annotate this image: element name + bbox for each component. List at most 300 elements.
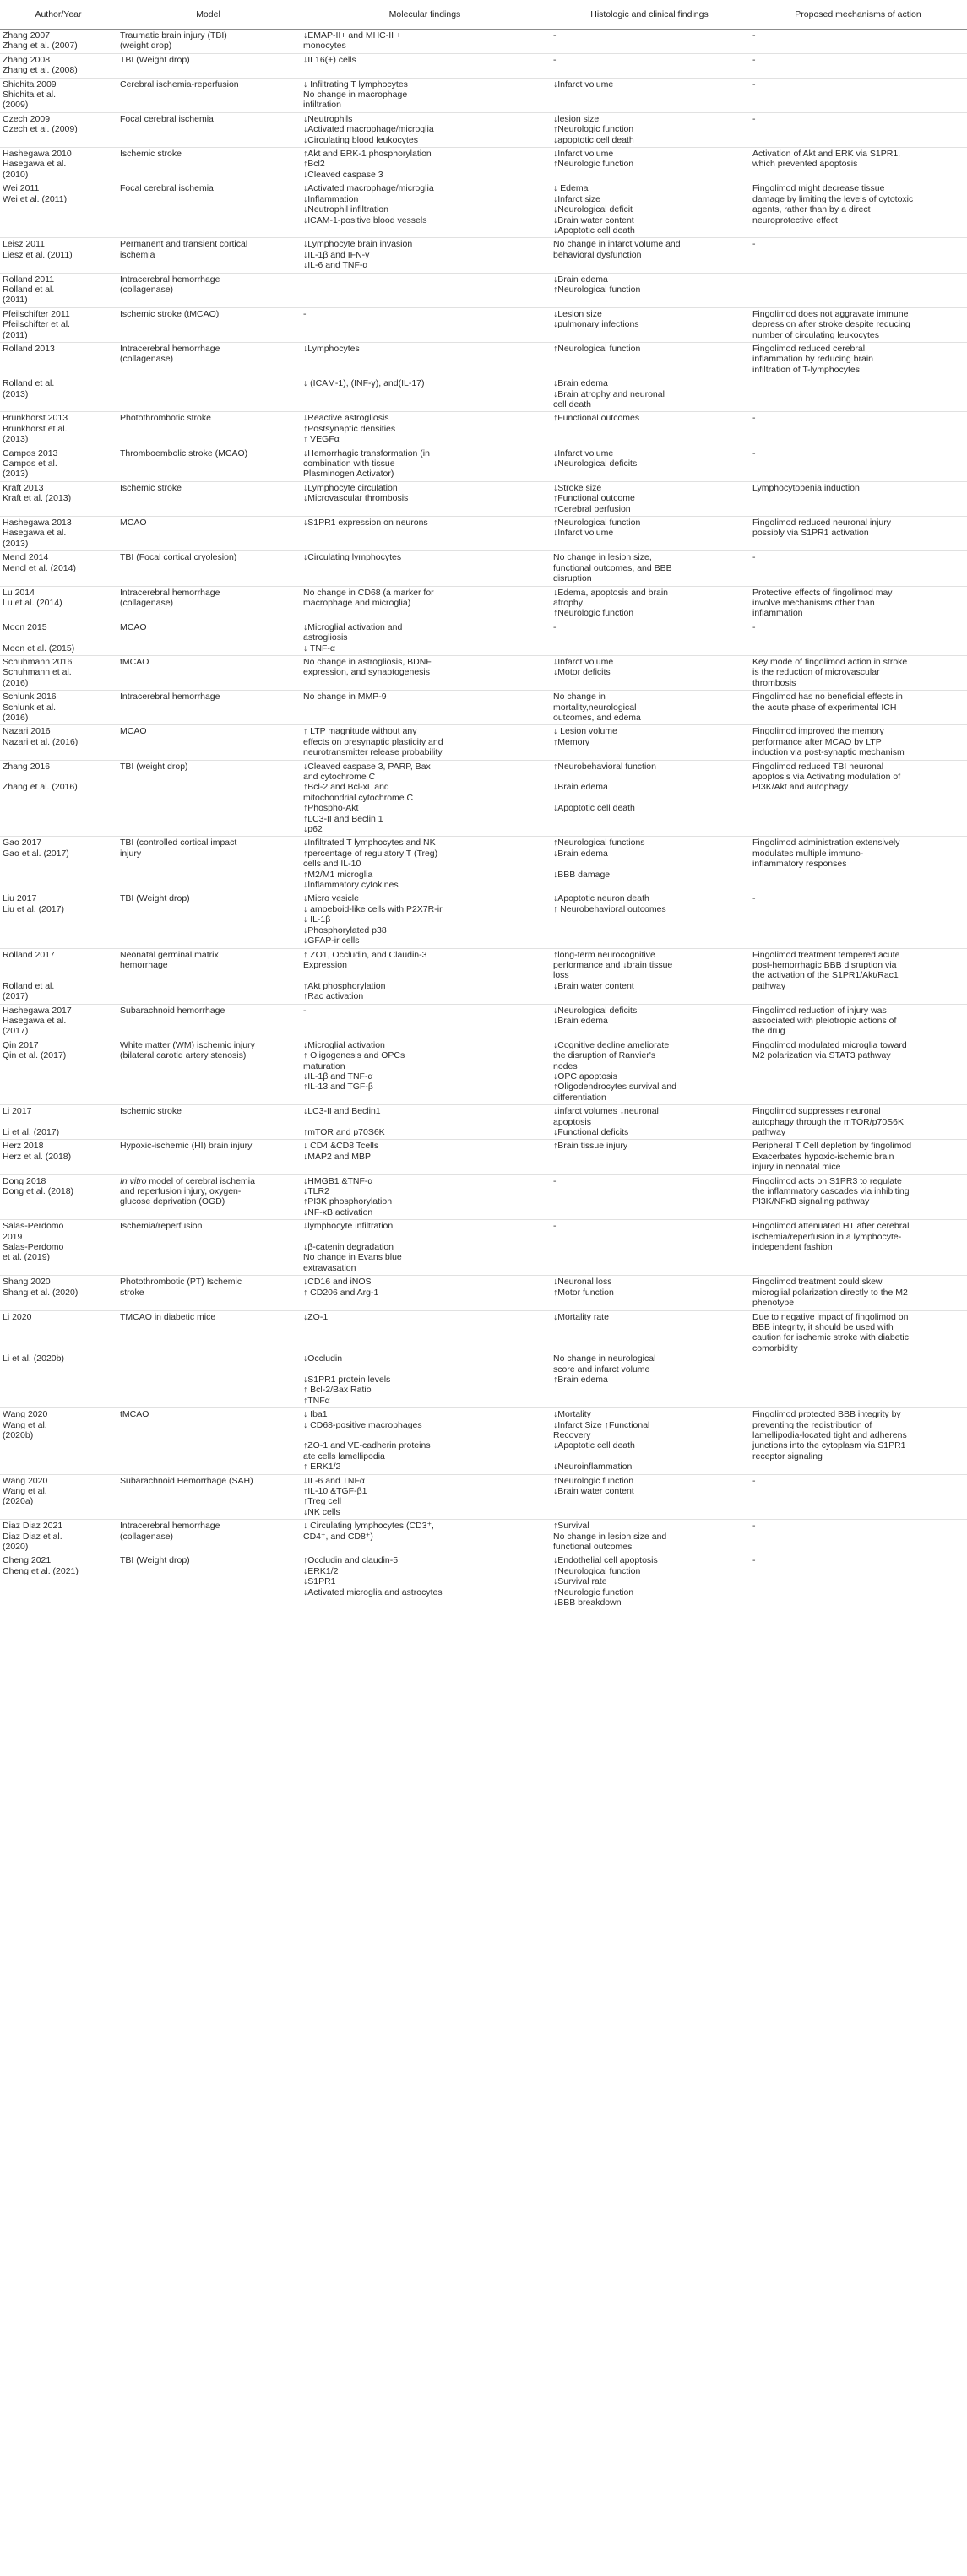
author-cell — [0, 307, 117, 342]
molecular-findings-cell — [300, 78, 550, 112]
cell-line: ↓lymphocyte infiltration — [303, 1221, 394, 1232]
molecular-findings-cell — [300, 892, 550, 948]
cell-line: ↓Infarct volume — [553, 528, 614, 539]
cell-line: ↓p62 — [303, 824, 323, 835]
cell-line: (weight drop) — [120, 41, 172, 52]
mechanism-cell — [749, 892, 967, 948]
cell-line: infiltration of T-lymphocytes — [752, 364, 861, 375]
cell-line: Li 2017 — [3, 1106, 32, 1117]
cell-line: inflammation — [752, 608, 803, 619]
mechanism-cell — [749, 273, 967, 307]
cell-line: ↓Infarct volume — [553, 447, 614, 458]
cell-line: ↓Occludin — [303, 1353, 343, 1364]
cell-line: and cytochrome C — [303, 772, 376, 782]
cell-line: ↑ Bcl-2/Bax Ratio — [303, 1385, 372, 1396]
cell-line — [553, 1451, 746, 1462]
cell-line: Expression — [303, 959, 347, 970]
cell-line: Fingolimod suppresses neuronal — [752, 1106, 881, 1117]
cell-line: Ischemia/reperfusion — [120, 1221, 203, 1232]
cell-line: score and infarct volume — [553, 1364, 650, 1375]
cell-line: In vitro model of cerebral ischemia — [120, 1175, 255, 1186]
cell-line: ↑ ERK1/2 — [303, 1462, 341, 1472]
cell-line — [553, 859, 746, 869]
mechanism-cell — [749, 837, 967, 892]
mechanism-cell — [749, 1408, 967, 1474]
cell-line: induction via post-synaptic mechanism — [752, 747, 905, 758]
cell-line: Herz 2018 — [3, 1141, 44, 1152]
author-cell — [0, 78, 117, 112]
cell-line — [752, 378, 964, 388]
histologic-findings-cell — [550, 1039, 749, 1104]
cell-line: is the reduction of microvascular — [752, 667, 880, 678]
cell-line — [553, 772, 746, 782]
table-row — [0, 1408, 967, 1474]
cell-line: (collagenase) — [120, 284, 174, 295]
molecular-findings-cell — [300, 112, 550, 147]
cell-line: Rolland et al. — [3, 378, 55, 389]
author-cell — [0, 342, 117, 377]
cell-line: (2011) — [3, 295, 28, 306]
model-cell — [117, 655, 300, 690]
histologic-findings-cell — [550, 238, 749, 273]
molecular-findings-cell — [300, 691, 550, 725]
cell-line: Focal cerebral ischemia — [120, 113, 214, 124]
cell-line: ↓Apoptotic cell death — [553, 1440, 635, 1451]
cell-line: injury — [120, 848, 142, 859]
author-cell — [0, 481, 117, 516]
cell-line: MCAO — [120, 726, 147, 737]
histologic-findings-cell — [550, 1140, 749, 1174]
cell-line: Shichita et al. — [3, 89, 57, 100]
cell-line: ↓Neurological deficits — [553, 458, 638, 469]
histologic-findings-cell — [550, 1310, 749, 1408]
table-row — [0, 586, 967, 621]
header-histologic-clinical-findings: Histologic and clinical findings — [550, 0, 749, 30]
cell-line: ↓Lymphocytes — [303, 343, 360, 354]
cell-line: damage by limiting the levels of cytotoxic — [752, 193, 914, 204]
mechanism-cell — [749, 307, 967, 342]
cell-line: ↓ERK1/2 — [303, 1565, 339, 1576]
cell-line: Li 2020 — [3, 1311, 32, 1322]
cell-line: Pfeilschifter et al. — [3, 319, 70, 330]
cell-line: ↓HMGB1 &TNF-α — [303, 1175, 373, 1186]
histologic-findings-cell — [550, 78, 749, 112]
cell-line — [752, 274, 964, 285]
cell-line: ↓Cognitive decline ameliorate — [553, 1039, 670, 1050]
cell-line — [3, 354, 113, 364]
molecular-findings-cell — [300, 760, 550, 837]
cell-line: functional outcomes — [553, 1542, 633, 1553]
molecular-findings-cell — [300, 148, 550, 182]
cell-line: Intracerebral hemorrhage — [120, 1521, 220, 1532]
model-cell — [117, 1140, 300, 1174]
molecular-findings-cell — [300, 1408, 550, 1474]
molecular-findings-cell — [300, 1310, 550, 1408]
cell-line: ↓Infarct Size ↑Functional — [553, 1419, 650, 1430]
cell-line: ↑ ZO1, Occludin, and Claudin-3 — [303, 949, 427, 960]
cell-line: ↑Neurologic function — [553, 1586, 634, 1597]
cell-line: ↓Infarct volume — [553, 79, 614, 89]
cell-line: Subarachnoid hemorrhage — [120, 1005, 225, 1016]
cell-line: CD4⁺, and CD8⁺) — [303, 1531, 373, 1542]
model-cell — [117, 1310, 300, 1408]
cell-line: nodes — [553, 1060, 578, 1071]
cell-line: Qin et al. (2017) — [3, 1050, 67, 1061]
cell-line: number of circulating leukocytes — [752, 329, 879, 340]
model-cell — [117, 412, 300, 447]
cell-line: macrophage and microglia) — [303, 597, 411, 608]
cell-line: Wang et al. — [3, 1486, 47, 1496]
cell-line: ↑Treg cell — [303, 1496, 342, 1507]
model-cell — [117, 948, 300, 1004]
cell-line: Dong 2018 — [3, 1175, 46, 1186]
molecular-findings-cell — [300, 517, 550, 551]
author-cell — [0, 53, 117, 78]
cell-line: - — [553, 1221, 557, 1232]
cell-line: ↓pulmonary infections — [553, 319, 639, 330]
cell-line: - — [303, 1005, 307, 1016]
cell-line: ↓Micro vesicle — [303, 893, 359, 904]
molecular-findings-cell — [300, 412, 550, 447]
cell-line: ↑Motor function — [553, 1287, 614, 1298]
cell-line: ↓Circulating blood leukocytes — [303, 134, 418, 145]
histologic-findings-cell — [550, 342, 749, 377]
cell-line: receptor signaling — [752, 1451, 823, 1462]
cell-line: ↓ TNF-α — [303, 643, 335, 653]
molecular-findings-cell — [300, 621, 550, 655]
table-row — [0, 948, 967, 1004]
cell-line: ↑Neurological function — [553, 343, 641, 354]
cell-line: ↓Brain edema — [553, 274, 608, 285]
histologic-findings-cell — [550, 621, 749, 655]
cell-line: ↑LC3-II and Beclin 1 — [303, 813, 383, 824]
author-cell — [0, 1105, 117, 1140]
cell-line: ↓Infarct volume — [553, 656, 614, 667]
cell-line: ↓Neurological deficit — [553, 204, 633, 215]
cell-line: Herz et al. (2018) — [3, 1151, 72, 1162]
mechanism-cell — [749, 1174, 967, 1220]
cell-line: Due to negative impact of fingolimod on — [752, 1311, 909, 1322]
model-cell — [117, 342, 300, 377]
table-row — [0, 78, 967, 112]
cell-line: neuroprotective effect — [752, 214, 838, 225]
cell-line: apoptosis — [553, 1116, 591, 1127]
cell-line: ↓NF-κB activation — [303, 1207, 373, 1217]
cell-line: Brunkhorst et al. — [3, 423, 68, 434]
cell-line: ↓infarct volumes ↓neuronal — [553, 1106, 659, 1117]
cell-line: ↓Microglial activation — [303, 1039, 385, 1050]
cell-line: (2016) — [3, 677, 29, 688]
table-row — [0, 1039, 967, 1104]
table-row — [0, 1004, 967, 1039]
model-cell — [117, 760, 300, 837]
cell-line: atrophy — [553, 597, 584, 608]
cell-line: Ischemic stroke — [120, 1106, 182, 1117]
cell-line: Zhang 2016 — [3, 761, 51, 772]
author-cell — [0, 273, 117, 307]
cell-line: extravasation — [303, 1262, 356, 1273]
cell-line: Czech 2009 — [3, 113, 51, 124]
cell-line: Activation of Akt and ERK via S1PR1, — [752, 149, 901, 160]
histologic-findings-cell — [550, 112, 749, 147]
histologic-findings-cell — [550, 481, 749, 516]
cell-line: Li et al. (2017) — [3, 1127, 60, 1137]
model-cell — [117, 1408, 300, 1474]
model-cell — [117, 837, 300, 892]
model-cell — [117, 182, 300, 238]
cell-line: ↓LC3-II and Beclin1 — [303, 1106, 381, 1117]
cell-line: Photothrombotic (PT) Ischemic — [120, 1277, 242, 1288]
cell-line — [303, 970, 546, 980]
molecular-findings-cell — [300, 447, 550, 481]
molecular-findings-cell — [300, 342, 550, 377]
cell-line: - — [752, 30, 756, 41]
cell-line: ↑Functional outcome — [553, 493, 635, 504]
model-cell — [117, 1220, 300, 1276]
mechanism-cell — [749, 517, 967, 551]
cell-line: ↓BBB damage — [553, 869, 611, 880]
cell-line: ↓Brain edema — [553, 848, 608, 859]
cell-line: ↑Cerebral perfusion — [553, 503, 631, 514]
author-cell — [0, 412, 117, 447]
cell-line: ischemia — [120, 249, 155, 260]
cell-line: ↑Neurologic function — [553, 159, 634, 170]
cell-line: Shichita 2009 — [3, 79, 57, 89]
cell-line: ↑Neurological functions — [553, 838, 645, 849]
molecular-findings-cell — [300, 551, 550, 586]
cell-line: Gao 2017 — [3, 838, 42, 849]
cell-line: the activation of the S1PR1/Akt/Rac1 — [752, 970, 899, 981]
cell-line: Lu 2014 — [3, 587, 35, 598]
cell-line: the acute phase of experimental ICH — [752, 702, 897, 713]
cell-line: ↑percentage of regulatory T (Treg) — [303, 848, 438, 859]
cell-line: ↓Brain edema — [553, 782, 608, 793]
model-cell — [117, 30, 300, 54]
model-cell — [117, 1554, 300, 1610]
model-cell — [117, 148, 300, 182]
cell-line: Hasegawa et al. — [3, 528, 67, 539]
table-row — [0, 238, 967, 273]
cell-line: behavioral dysfunction — [553, 249, 642, 260]
cell-line: PI3K/NFκB signaling pathway — [752, 1196, 870, 1207]
cell-line: ↓Infiltrated T lymphocytes and NK — [303, 838, 436, 849]
cell-line: TBI (Weight drop) — [120, 54, 190, 65]
model-cell — [117, 1520, 300, 1554]
author-cell — [0, 1276, 117, 1310]
cell-line: Hasegawa et al. — [3, 1015, 67, 1026]
cell-line: post-hemorrhagic BBB disruption via — [752, 959, 897, 970]
cell-line: Rolland 2017 — [3, 949, 55, 960]
cell-line: ↓apoptotic cell death — [553, 134, 634, 145]
histologic-findings-cell — [550, 377, 749, 412]
histologic-findings-cell — [550, 307, 749, 342]
cell-line: PI3K/Akt and autophagy — [752, 782, 849, 793]
cell-line: (2020a) — [3, 1496, 34, 1507]
cell-line: TBI (Weight drop) — [120, 893, 190, 904]
cell-line: Wang 2020 — [3, 1475, 48, 1486]
cell-line: caution for ischemic stroke with diabetic — [752, 1332, 909, 1343]
cell-line: ↓Neuroinflammation — [553, 1462, 633, 1472]
cell-line: ↓Lymphocyte brain invasion — [303, 239, 413, 250]
author-cell — [0, 377, 117, 412]
molecular-findings-cell — [300, 1520, 550, 1554]
cell-line: stroke — [120, 1287, 144, 1298]
cell-line: ↑M2/M1 microglia — [303, 869, 373, 880]
cell-line: - — [752, 1555, 756, 1566]
cell-line: ↑Phospho-Akt — [303, 803, 359, 814]
table-body — [0, 30, 967, 1610]
cell-line: ↓Phosphorylated p38 — [303, 925, 387, 935]
molecular-findings-cell — [300, 182, 550, 238]
cell-line: ↓Apoptotic cell death — [553, 225, 635, 236]
cell-line: - — [553, 1175, 557, 1186]
cell-line: - — [752, 621, 756, 632]
cell-line: No change in — [553, 691, 606, 702]
cell-line: ↑ZO-1 and VE-cadherin proteins — [303, 1440, 431, 1451]
model-cell — [117, 1474, 300, 1520]
cell-line: Fingolimod might decrease tissue — [752, 183, 885, 194]
cell-line: ↑long-term neurocognitive — [553, 949, 655, 960]
cell-line: Focal cerebral ischemia — [120, 183, 214, 194]
cell-line: - — [752, 1521, 756, 1532]
cell-line — [120, 378, 296, 388]
cell-line: Thromboembolic stroke (MCAO) — [120, 447, 248, 458]
cell-line: Fingolimod modulated microglia toward — [752, 1039, 907, 1050]
model-cell — [117, 53, 300, 78]
mechanism-cell — [749, 78, 967, 112]
cell-line: ↓Neurological deficits — [553, 1005, 638, 1016]
cell-line: No change in astrogliosis, BDNF — [303, 656, 432, 667]
cell-line: astrogliosis — [303, 632, 348, 643]
cell-line: Diaz Diaz 2021 — [3, 1521, 63, 1532]
cell-line: Dong et al. (2018) — [3, 1186, 74, 1197]
author-cell — [0, 112, 117, 147]
cell-line: disruption — [553, 573, 592, 584]
cell-line: ↓Inflammatory cytokines — [303, 880, 399, 891]
cell-line: ↓ Lesion volume — [553, 726, 617, 737]
mechanism-cell — [749, 1039, 967, 1104]
cell-line: ↓lesion size — [553, 113, 600, 124]
cell-line: neurotransmitter release probability — [303, 747, 443, 758]
author-cell — [0, 837, 117, 892]
header-model: Model — [117, 0, 300, 30]
cell-line: microglial polarization directly to the M2 — [752, 1287, 908, 1298]
cell-line: the disruption of Ranvier's — [553, 1050, 656, 1061]
cell-line: (2020b) — [3, 1429, 34, 1440]
cell-line: ↓Functional deficits — [553, 1127, 629, 1137]
cell-line: ↓ CD68-positive macrophages — [303, 1419, 422, 1430]
histologic-findings-cell — [550, 148, 749, 182]
cell-line: ↓Brain water content — [553, 214, 634, 225]
molecular-findings-cell — [300, 30, 550, 54]
cell-line: Qin 2017 — [3, 1039, 39, 1050]
author-cell — [0, 238, 117, 273]
author-cell — [0, 621, 117, 655]
author-cell — [0, 1554, 117, 1610]
cell-line: ↓CD16 and iNOS — [303, 1277, 372, 1288]
cell-line: Cheng 2021 — [3, 1555, 52, 1566]
cell-line: Schlunk 2016 — [3, 691, 57, 702]
cell-line: Wang 2020 — [3, 1409, 48, 1420]
table-row — [0, 621, 967, 655]
cell-line: Gao et al. (2017) — [3, 848, 69, 859]
cell-line: ↑ VEGFα — [303, 434, 340, 445]
cell-line: Lymphocytopenia induction — [752, 482, 860, 493]
table-row — [0, 1310, 967, 1408]
cell-line: ↓GFAP-ir cells — [303, 935, 360, 946]
cell-line: Intracerebral hemorrhage — [120, 587, 220, 598]
table-row — [0, 1105, 967, 1140]
model-cell — [117, 551, 300, 586]
cell-line: ↓IL-6 and TNF-α — [303, 260, 368, 271]
molecular-findings-cell — [300, 307, 550, 342]
cell-line: ↓Infarct size — [553, 193, 601, 204]
author-cell — [0, 760, 117, 837]
molecular-findings-cell — [300, 238, 550, 273]
cell-line: ↑Postsynaptic densities — [303, 423, 396, 434]
cell-line: apoptosis via Activating modulation of — [752, 772, 901, 782]
cell-line: mortality,neurological — [553, 702, 637, 713]
mechanism-cell — [749, 112, 967, 147]
cell-line: the inflammatory cascades via inhibiting — [752, 1186, 910, 1197]
cell-line: ↓ IL-1β — [303, 914, 331, 925]
cell-line: ↓ CD4 &CD8 Tcells — [303, 1141, 379, 1152]
cell-line: Fingolimod reduction of injury was — [752, 1005, 887, 1016]
cell-line: the drug — [752, 1026, 785, 1037]
cell-line: ↑Neurological function — [553, 1565, 641, 1576]
cell-line: tMCAO — [120, 1409, 149, 1420]
cell-line: ↑Occludin and claudin-5 — [303, 1555, 399, 1566]
model-cell — [117, 892, 300, 948]
model-cell — [117, 725, 300, 760]
molecular-findings-cell — [300, 837, 550, 892]
cell-line: ↑mTOR and p70S6K — [303, 1127, 385, 1137]
cell-line: ↓Motor deficits — [553, 667, 611, 678]
cell-line: Schuhmann et al. — [3, 667, 72, 678]
cell-line: ↓ (ICAM-1), (INF-γ), and(IL-17) — [303, 378, 425, 389]
cell-line: ↑ Oligogenesis and OPCs — [303, 1050, 405, 1061]
molecular-findings-cell — [300, 1039, 550, 1104]
cell-line — [3, 1117, 113, 1127]
mechanism-cell — [749, 377, 967, 412]
cell-line: MCAO — [120, 621, 147, 632]
table-header — [0, 0, 967, 30]
cell-line: Schlunk et al. — [3, 702, 57, 713]
cell-line: cell death — [553, 399, 591, 409]
cell-line: Diaz Diaz et al. — [3, 1531, 62, 1542]
cell-line: (2011) — [3, 329, 28, 340]
cell-line: tMCAO — [120, 656, 149, 667]
cell-line: Fingolimod treatment could skew — [752, 1277, 883, 1288]
cell-line: outcomes, and edema — [553, 712, 641, 723]
cell-line: TMCAO in diabetic mice — [120, 1311, 216, 1322]
cell-line: ↓Neuronal loss — [553, 1277, 612, 1288]
mechanism-cell — [749, 412, 967, 447]
author-cell — [0, 1520, 117, 1554]
cell-line: Plasminogen Activator) — [303, 469, 394, 480]
table-row — [0, 725, 967, 760]
cell-line: TBI (Focal cortical cryolesion) — [120, 552, 237, 563]
cell-line: BBB integrity, it should be used with — [752, 1321, 894, 1332]
cell-line: ↓Brain water content — [553, 980, 634, 991]
cell-line: preventing the redistribution of — [752, 1419, 872, 1430]
cell-line: Liu et al. (2017) — [3, 903, 64, 914]
histologic-findings-cell — [550, 1408, 749, 1474]
cell-line: performance and ↓brain tissue — [553, 959, 673, 970]
cell-line: ↓Edema, apoptosis and brain — [553, 587, 669, 598]
cell-line: expression, and synaptogenesis — [303, 667, 431, 678]
cell-line: Kraft 2013 — [3, 482, 44, 493]
